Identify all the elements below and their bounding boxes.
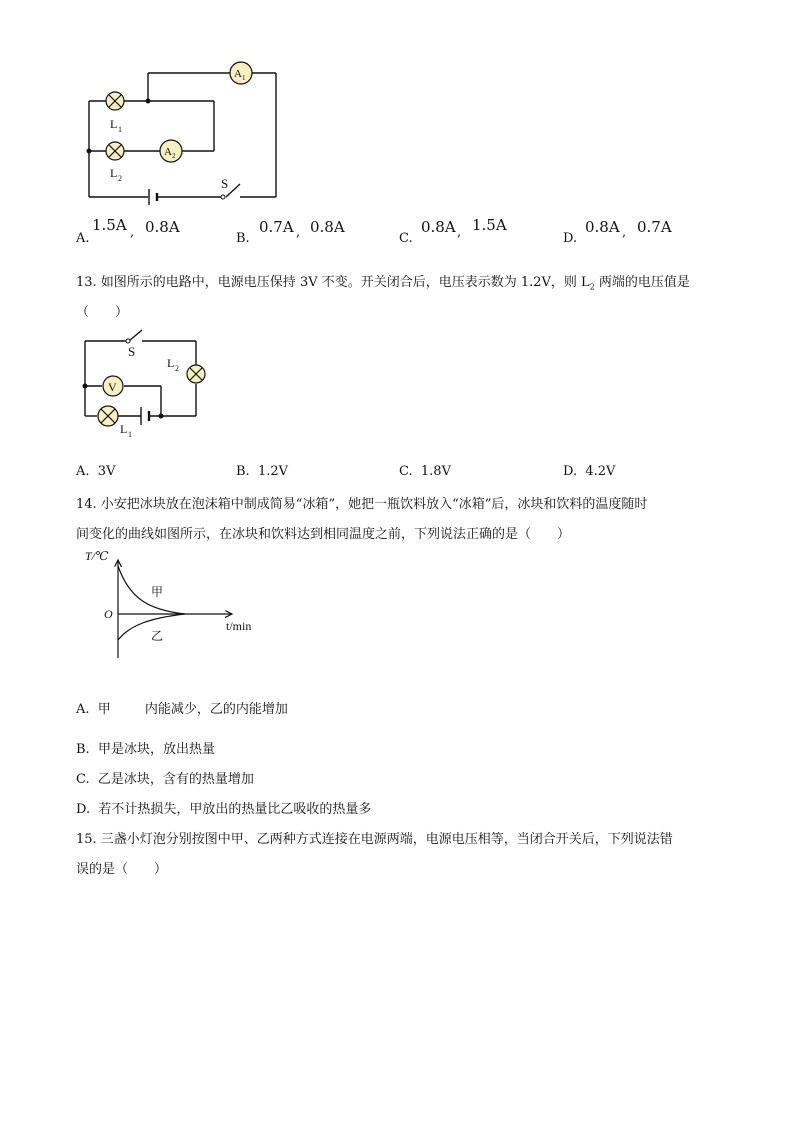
lamp-l1-icon (98, 406, 118, 426)
q14-option-a[interactable]: A. 甲 内能减少，乙的内能增加 (76, 702, 288, 717)
l1-label: L (120, 422, 128, 436)
option-letter: A. (76, 231, 90, 246)
origin-label: O (104, 607, 113, 621)
q13-option-a[interactable]: A. 3V (76, 464, 116, 479)
option-letter: C. (399, 231, 413, 246)
lamp-l2-icon (106, 142, 124, 160)
q14-option-b[interactable]: B. 甲是冰块，放出热量 (76, 742, 215, 757)
l2-sub: 2 (118, 174, 122, 183)
option-letter: B. (236, 231, 250, 246)
option-value-1: 0.7A (259, 218, 294, 236)
q14-option-d[interactable]: D. 若不计热损失，甲放出的热量比乙吸收的热量多 (76, 802, 372, 817)
option-sep: , (622, 225, 627, 240)
option-value-2: 1.5A (472, 216, 507, 234)
option-value-2: 0.8A (310, 218, 345, 236)
q14-temperature-graph (0, 540, 800, 665)
a1-sub: 1 (242, 74, 246, 82)
q13-circuit-diagram (0, 320, 800, 440)
q14-option-c[interactable]: C. 乙是冰块，含有的热量增加 (76, 772, 254, 787)
q12-circuit-diagram (0, 0, 800, 215)
q13-stem-line-2: （ ） (76, 305, 129, 320)
switch-s-label: S (128, 344, 136, 359)
option-sep: , (130, 225, 135, 240)
option-value-1: 0.8A (421, 218, 456, 236)
q14-stem-line-1: 14. 小安把冰块放在泡沫箱中制成简易“冰箱”，她把一瓶饮料放入“冰箱”后，冰块和饮料的温度随时 (76, 497, 648, 512)
a2-sub: 2 (172, 152, 176, 160)
voltmeter-label: V (108, 380, 117, 394)
option-letter: D. (563, 231, 578, 246)
curve-upper-label: 甲 (151, 585, 164, 599)
switch-s-label: S (221, 176, 229, 191)
q15-stem-line-1: 15. 三盏小灯泡分别按图中甲、乙两种方式连接在电源两端，电源电压相等，当闭合开关后，下列说法错 (76, 832, 673, 847)
l1-sub: 1 (128, 430, 132, 439)
q13-stem-line-1: 13. 如图所示的电路中，电源电压保持 3V 不变。开关闭合后，电压表示数为 1.2V，则 $L_2$ 两端的电压值是 (76, 275, 690, 292)
l1-sub: 1 (118, 125, 122, 134)
l2-label: L (167, 356, 175, 370)
q15-stem-line-2: 误的是（ ） (76, 862, 168, 877)
curve-lower-label: 乙 (151, 629, 164, 643)
option-sep: , (457, 225, 462, 240)
option-value-1: 1.5A (92, 216, 127, 234)
a2-label: A (164, 146, 172, 158)
l2-sub: 2 (175, 364, 179, 373)
option-value-2: 0.8A (145, 218, 180, 236)
lamp-l2-icon (187, 365, 205, 383)
l2-label: L (110, 166, 118, 180)
x-axis-label: t/min (226, 619, 252, 633)
a1-label: A (234, 68, 242, 80)
q13-option-c[interactable]: C. 1.8V (399, 464, 451, 479)
q14-stem-line-2: 间变化的曲线如图所示，在冰块和饮料达到相同温度之前，下列说法正确的是（ ） (76, 527, 571, 542)
q13-option-d[interactable]: D. 4.2V (563, 464, 616, 479)
l1-label: L (110, 117, 118, 131)
q13-option-b[interactable]: B. 1.2V (236, 464, 289, 479)
option-sep: , (296, 225, 301, 240)
option-value-1: 0.8A (585, 218, 620, 236)
lamp-l1-icon (106, 92, 124, 110)
option-value-2: 0.7A (637, 218, 672, 236)
y-axis-label: T/℃ (85, 549, 109, 563)
